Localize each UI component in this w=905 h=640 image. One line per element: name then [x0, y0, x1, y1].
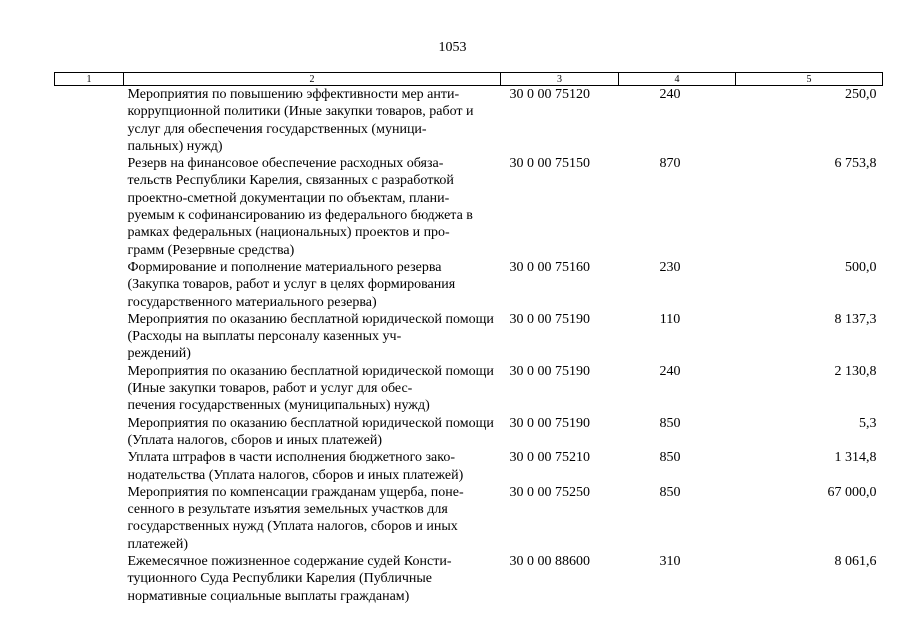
- table-row: [55, 415, 883, 450]
- table-row: [55, 449, 883, 484]
- row-expense-kind: 850: [659, 484, 681, 500]
- row-target-code: 30 0 00 75190: [509, 415, 590, 431]
- row-empty-cell: [55, 553, 124, 605]
- row-amount: 2 130,8: [834, 363, 877, 379]
- row-name: Уплата штрафов в части исполнения бюджетного зако- нодательства (Уплата налогов, сборов и иных платежей): [127, 450, 464, 483]
- row-target-code: 30 0 00 75190: [509, 363, 590, 379]
- row-name: Мероприятия по оказанию бесплатной юридической помощи (Иные закупки товаров, работ и услуг для обес- печения государственных (муниципальных) нужд): [127, 363, 494, 414]
- table-body: [55, 86, 883, 605]
- table-header: [55, 73, 883, 86]
- row-empty-cell: [55, 259, 124, 311]
- row-amount: 8 061,6: [834, 554, 877, 570]
- budget-table: [54, 72, 883, 605]
- row-name: Мероприятия по оказанию бесплатной юридической помощи (Расходы на выплаты персоналу казенных уч- реждений): [127, 311, 494, 362]
- row-empty-cell: [55, 311, 124, 363]
- row-empty-cell: [55, 484, 124, 553]
- row-name: Мероприятия по повышению эффективности мер анти- коррупционной политики (Иные закупки товаров, работ и услуг для обеспечения государственных (муници- пальных) нужд): [127, 87, 474, 154]
- row-name: Ежемесячное пожизненное содержание судей Консти- туционного Суда Республики Карелия (Публичные нормативные социальные выплаты гражданам): [127, 554, 452, 604]
- row-name: Формирование и пополнение материального резерва (Закупка товаров, работ и услуг в целях формирования государственного материального резерва): [127, 259, 456, 310]
- row-amount: 1 314,8: [834, 450, 877, 466]
- table-row: [55, 553, 883, 605]
- row-expense-kind: 850: [659, 450, 681, 466]
- row-empty-cell: [55, 363, 124, 415]
- table-row: [55, 259, 883, 311]
- row-empty-cell: [55, 415, 124, 450]
- row-expense-kind: 310: [659, 554, 681, 570]
- table-row: [55, 155, 883, 259]
- row-name: Резерв на финансовое обеспечение расходных обяза- тельств Республики Карелия, связанных с разработкой проектно-сметной документации по объектам, плани- руемым к софинансированию из федерального бюджета в рамках федеральных (национальных) проектов и про- грамм (Резервные средства): [127, 156, 473, 258]
- table-row: [55, 311, 883, 363]
- column-number-5: 5: [736, 73, 883, 86]
- row-expense-kind: 110: [659, 311, 681, 327]
- row-amount: 6 753,8: [834, 156, 877, 172]
- row-target-code: 30 0 00 75250: [509, 484, 590, 500]
- row-amount: 250,0: [845, 87, 877, 102]
- table-row: [55, 363, 883, 415]
- table-row: [55, 86, 883, 156]
- row-expense-kind: 850: [659, 415, 681, 431]
- page-number: 1053: [438, 40, 467, 55]
- row-expense-kind: 240: [659, 87, 681, 102]
- row-amount: 500,0: [845, 259, 877, 275]
- column-number-2: 2: [124, 73, 501, 86]
- row-target-code: 30 0 00 75210: [509, 450, 590, 466]
- row-amount: 5,3: [859, 415, 877, 431]
- column-number-1: 1: [55, 73, 124, 86]
- row-target-code: 30 0 00 75190: [509, 311, 590, 327]
- row-expense-kind: 230: [659, 259, 681, 275]
- column-number-3: 3: [501, 73, 619, 86]
- row-empty-cell: [55, 155, 124, 259]
- column-number-4: 4: [619, 73, 736, 86]
- row-target-code: 30 0 00 88600: [509, 554, 590, 570]
- row-target-code: 30 0 00 75150: [509, 156, 590, 172]
- row-expense-kind: 240: [659, 363, 681, 379]
- row-empty-cell: [55, 86, 124, 156]
- header-row: [55, 73, 883, 86]
- row-empty-cell: [55, 449, 124, 484]
- row-name: Мероприятия по оказанию бесплатной юридической помощи (Уплата налогов, сборов и иных платежей): [127, 415, 494, 448]
- row-amount: 67 000,0: [827, 484, 877, 500]
- row-amount: 8 137,3: [834, 311, 877, 327]
- row-target-code: 30 0 00 75160: [509, 259, 590, 275]
- row-target-code: 30 0 00 75120: [509, 87, 590, 102]
- row-name: Мероприятия по компенсации гражданам ущерба, поне- сенного в результате изъятия земельных участков для государственных нужд (Уплата налогов, сборов и иных платежей): [127, 484, 464, 552]
- row-expense-kind: 870: [659, 156, 681, 172]
- table-row: [55, 484, 883, 553]
